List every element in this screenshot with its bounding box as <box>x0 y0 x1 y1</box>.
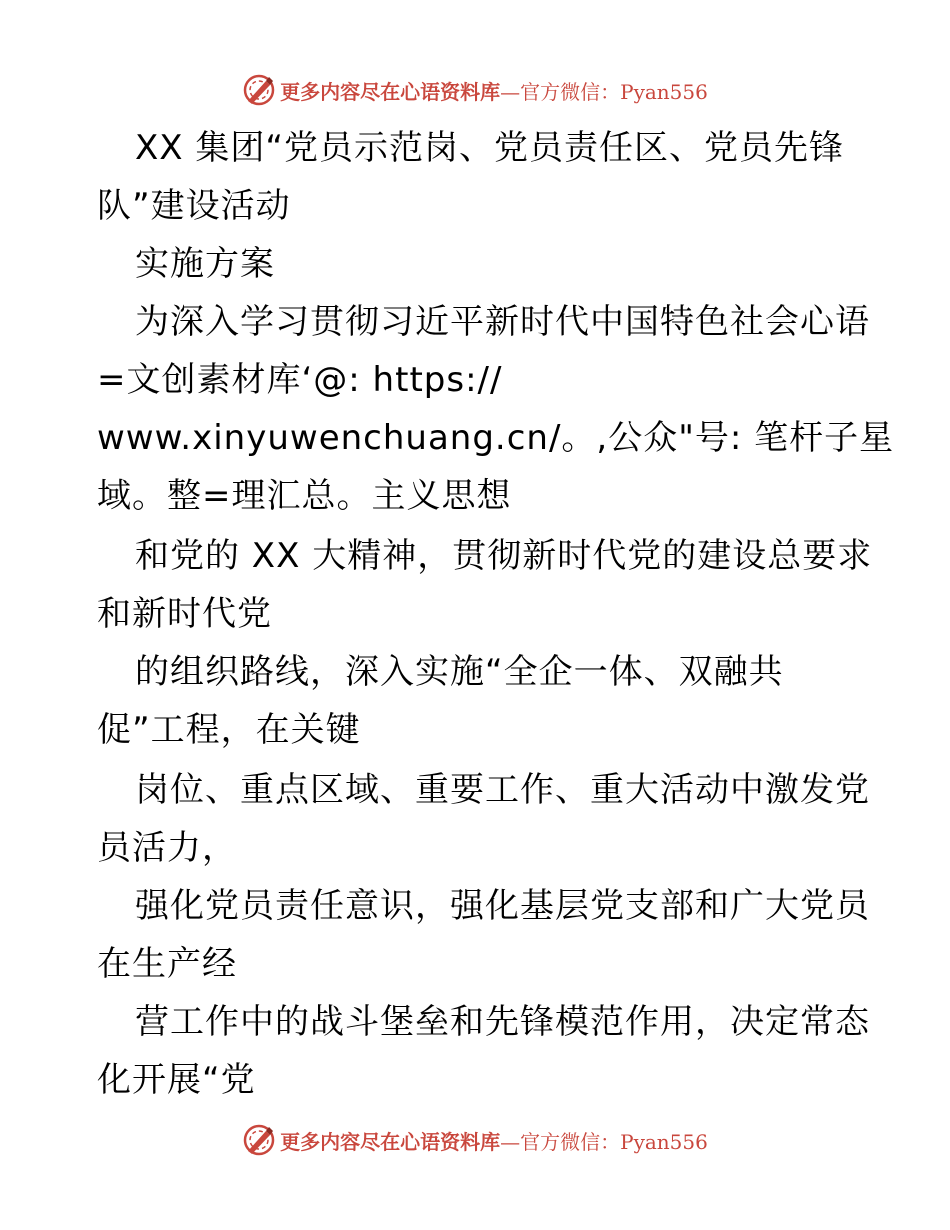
watermark-site-name: 更多内容尽在心语资料库 <box>280 79 501 104</box>
watermark-wechat-label: 官方微信： <box>520 1129 621 1154</box>
watermark-text <box>280 1126 708 1155</box>
body-line: 在生产经 <box>97 944 237 984</box>
body-line: 的组织路线，深入实施“全企一体、双融共 <box>135 652 784 692</box>
watermark-footer <box>0 1120 950 1160</box>
title-line-1: XX 集团“党员示范岗、党员责任区、党员先锋 <box>135 128 845 168</box>
watermark-site-name: 更多内容尽在心语资料库 <box>280 1129 501 1154</box>
watermark-separator: — <box>500 79 521 104</box>
body-line: 员活力， <box>97 828 237 868</box>
body-line: 域。整=理汇总。主义思想 <box>97 476 512 516</box>
body-line: 促”工程，在关键 <box>97 710 361 750</box>
watermark-wechat-id: Pyan556 <box>620 79 708 104</box>
subtitle-line: 实施方案 <box>135 244 275 284</box>
body-line: 营工作中的战斗堡垒和先锋模范作用，决定常态 <box>135 1002 870 1042</box>
body-line: 化开展“党 <box>97 1060 256 1100</box>
watermark-wechat-id: Pyan556 <box>620 1129 708 1154</box>
body-line: 岗位、重点区域、重要工作、重大活动中激发党 <box>135 770 870 810</box>
body-line: =文创素材库‘@: https:// <box>97 360 503 400</box>
body-line: www.xinyuwenchuang.cn/。,公众"号: 笔杆子星 <box>97 418 895 458</box>
body-line: 和新时代党 <box>97 594 272 634</box>
body-line: 强化党员责任意识，强化基层党支部和广大党员 <box>135 886 870 926</box>
watermark-separator: — <box>500 1129 521 1154</box>
pen-logo-icon <box>242 1123 276 1157</box>
watermark-wechat-label: 官方微信： <box>520 79 621 104</box>
title-line-2: 队”建设活动 <box>97 186 291 226</box>
body-line: 和党的 XX 大精神，贯彻新时代党的建设总要求 <box>135 536 873 576</box>
body-line: 为深入学习贯彻习近平新时代中国特色社会心语 <box>135 302 870 342</box>
